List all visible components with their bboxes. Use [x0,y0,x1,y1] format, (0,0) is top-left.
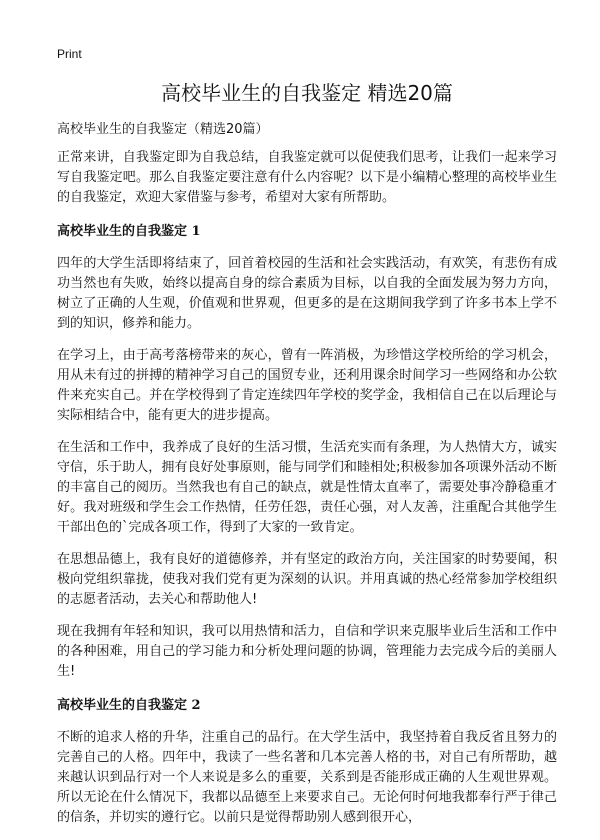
section-1-paragraph-4: 在思想品德上，我有良好的道德修养，并有坚定的政治方向，关注国家的时势要闻，积极向党组织靠拢，使我对我们党有更为深刻的认识。并用真诚的热心经常参加学校组织的志愿者活动，去关心和帮助他人! [57,552,557,607]
print-label: Print [57,47,82,61]
document-body [57,148,557,840]
section-2-paragraph-1: 不断的追求人格的升华，注重自己的品行。在大学生活中，我坚持着自我反省且努力的完善自己的人格。四年中，我读了一些名著和几本完善人格的书，对自己有所帮助，越来越认识到品行对一个人来说是多么的重要，关系到是否能形成正确的人生观世界观。所以无论在什么情况下，我都以品德至上来要求自己。无论何时何地我都奉行严于律己的信条，并切实的遵行它。以前只是觉得帮助别人感到很开心， [57,730,557,825]
section-1-paragraph-3: 在生活和工作中，我养成了良好的生活习惯，生活充实而有条理，为人热情大方，诚实守信，乐于助人，拥有良好处事原则，能与同学们和睦相处;积极参加各项课外活动不断的丰富自己的阅历。当然我也有自己的缺点，就是性情太直率了，需要处事冷静稳重才好。我对班级和学生会工作热情，任劳任怨，责任心强，对人友善，注重配合其他学生干部出色的`完成各项工作，得到了大家的一致肯定。 [57,440,557,535]
document-title: 高校毕业生的自我鉴定 精选20篇 [161,81,453,105]
section-1-paragraph-1: 四年的大学生活即将结束了，回首着校园的生活和社会实践活动，有欢笑，有悲伤有成功当然也有失败，始终以提高自身的综合素质为目标，以自我的全面发展为努力方向，树立了正确的人生观，价值观和世界观，但更多的是在这期间我学到了许多书本上学不到的知识，修养和能力。 [57,256,557,331]
section-heading-2: 高校毕业生的自我鉴定 2 [57,698,201,713]
intro-paragraph: 正常来讲，自我鉴定即为自我总结，自我鉴定就可以促使我们思考，让我们一起来学习写自我鉴定吧。那么自我鉴定要注意有什么内容呢？以下是小编精心整理的高校毕业生的自我鉴定，欢迎大家借鉴与参考，希望对大家有所帮助。 [57,150,557,205]
section-heading-1: 高校毕业生的自我鉴定 1 [57,224,201,239]
section-1-paragraph-5: 现在我拥有年轻和知识，我可以用热情和活力，自信和学识来克服毕业后生活和工作中的各种困难，用自己的学习能力和分析处理问题的协调，管理能力去完成今后的美丽人生! [57,624,557,679]
section-1-paragraph-2: 在学习上，由于高考落榜带来的灰心，曾有一阵消极，为珍惜这学校所给的学习机会，用从未有过的拼搏的精神学习自己的国贸专业，还利用课余时间学习一些网络和办公软件来充实自己。并在学校得到了肯定连续四年学校的奖学金，我相信自己在以后理论与实际相结合中，能有更大的进步提高。 [57,348,557,423]
document-subtitle: 高校毕业生的自我鉴定（精选20篇） [57,122,269,137]
